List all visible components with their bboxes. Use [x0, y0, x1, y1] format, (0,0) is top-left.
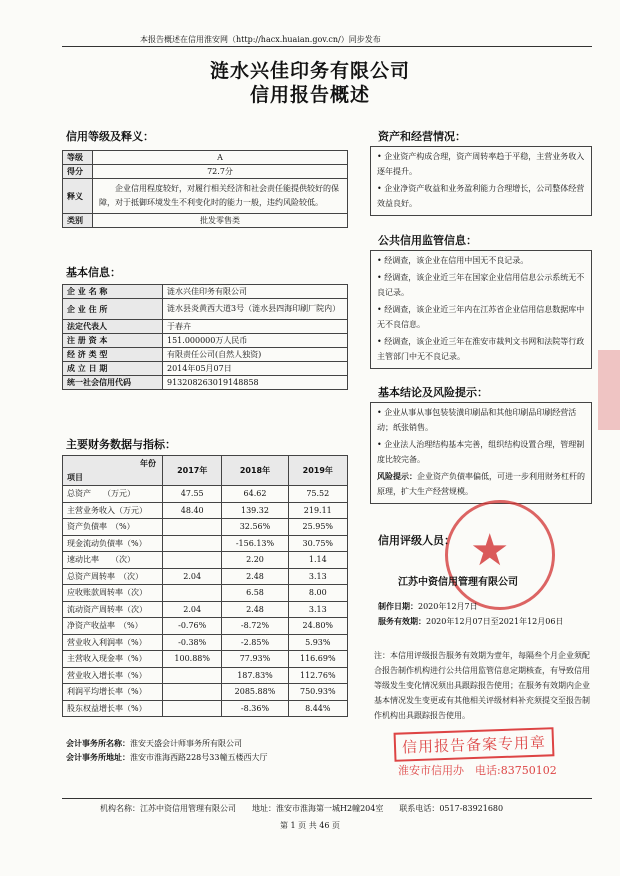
- finance-header-corner: [63, 456, 163, 486]
- finance-section-title: 主要财务数据与指标：: [66, 438, 176, 451]
- finance-value: 139.32: [222, 502, 288, 519]
- finance-value: -156.13%: [222, 535, 288, 552]
- rating-label: 类别: [63, 214, 93, 228]
- valid-period-line: [378, 616, 563, 627]
- capital-value: 151.000000万人民币: [163, 334, 348, 348]
- finance-value: 2.20: [222, 552, 288, 569]
- finance-item-label: 营业收入利润率（%）: [63, 634, 163, 651]
- conclusion-box: [370, 402, 592, 504]
- finance-header-row: [63, 456, 348, 486]
- finance-value: -0.76%: [163, 618, 222, 635]
- basic-label: 统一社会信用代码: [63, 376, 163, 390]
- filing-stamp-sub: 淮安市信用办 电话:83750102: [398, 764, 557, 777]
- finance-value: 2.04: [163, 568, 222, 585]
- finance-value: [163, 552, 222, 569]
- finance-value: [163, 700, 222, 717]
- finance-row: [63, 568, 348, 585]
- finance-value: -8.36%: [222, 700, 288, 717]
- finance-value: 2.48: [222, 568, 288, 585]
- company-name-value: 涟水兴佳印务有限公司: [163, 285, 348, 299]
- finance-value: 3.13: [288, 568, 347, 585]
- finance-value: [163, 684, 222, 701]
- rating-section-title: 信用等级及释义：: [66, 130, 154, 143]
- finance-value: 750.93%: [288, 684, 347, 701]
- finance-item-label: 主营收入现金率（%）: [63, 651, 163, 668]
- finance-header-item: 项目: [67, 473, 83, 482]
- finance-value: 64.62: [222, 486, 288, 503]
- make-date-label: 制作日期：: [378, 602, 418, 611]
- accounting-addr-label: 会计事务所地址：: [66, 753, 130, 762]
- finance-row: [63, 684, 348, 701]
- rater-company: 江苏中资信用管理有限公司: [398, 577, 518, 588]
- finance-row: [63, 502, 348, 519]
- finance-value: 116.69%: [288, 651, 347, 668]
- rating-label: 得分: [63, 165, 93, 179]
- basic-section-title: 基本信息：: [66, 266, 121, 279]
- finance-value: 187.83%: [222, 667, 288, 684]
- public-item: • 经调查，该企业近三年在淮安市裁判文书网和法院等行政主管部门中无不良记录。: [377, 337, 585, 361]
- finance-item-label: 营业收入增长率（%）: [63, 667, 163, 684]
- finance-item-label: 总资产周转率 （次）: [63, 568, 163, 585]
- accounting-firm-label: 会计事务所名称：: [66, 739, 130, 748]
- report-title: 信用报告概述: [249, 84, 370, 106]
- finance-value: -0.38%: [163, 634, 222, 651]
- finance-item-label: 资产负债率 （%）: [63, 519, 163, 536]
- accounting-firm-line: [66, 738, 242, 749]
- rating-grade-value: A: [93, 151, 348, 165]
- finance-value: 2085.88%: [222, 684, 288, 701]
- finance-row: [63, 634, 348, 651]
- valid-period-value: 2020年12月07日至2021年12月06日: [426, 617, 564, 626]
- public-item: • 经调查，该企业在信用中国无不良记录。: [377, 256, 529, 265]
- finance-row: [63, 700, 348, 717]
- econ-type-value: 有限责任公司(自然人独资): [163, 348, 348, 362]
- conclusion-section-title: 基本结论及风险提示：: [378, 386, 488, 399]
- finance-value: [163, 535, 222, 552]
- company-title: 涟水兴佳印务有限公司: [209, 60, 410, 82]
- risk-text: 企业资产负债率偏低，可进一步利用财务杠杆的原理，扩大生产经营规模。: [377, 472, 585, 496]
- basic-label: 注 册 资 本: [63, 334, 163, 348]
- year-header: 2019年: [288, 456, 347, 486]
- footer-info: 机构名称：江苏中资信用管理有限公司 地址：淮安市淮海第一城H2幢204室 联系电话：0517-83921680: [100, 804, 504, 813]
- finance-row: [63, 486, 348, 503]
- rating-row-category: [63, 214, 348, 228]
- risk-line: [377, 469, 585, 499]
- accounting-firm-value: 淮安天盛会计师事务所有限公司: [130, 739, 242, 748]
- finance-table: [62, 455, 348, 717]
- rating-category-value: 批发零售类: [93, 214, 348, 228]
- finance-value: [163, 585, 222, 602]
- finance-value: 75.52: [288, 486, 347, 503]
- footer-divider: [62, 798, 592, 799]
- basic-label: 法定代表人: [63, 320, 163, 334]
- rating-label: 释义: [63, 179, 93, 214]
- finance-item-label: 流动资产周转率（次）: [63, 601, 163, 618]
- finance-value: [163, 519, 222, 536]
- top-divider: [62, 46, 592, 47]
- accounting-addr-value: 淮安市淮海西路228号33幢五楼西大厅: [130, 753, 268, 762]
- finance-value: 30.75%: [288, 535, 347, 552]
- finance-value: 2.48: [222, 601, 288, 618]
- finance-header-year: 年份: [140, 459, 156, 468]
- finance-row: [63, 601, 348, 618]
- basic-info-table: [62, 284, 348, 390]
- finance-value: 25.95%: [288, 519, 347, 536]
- valid-period-label: 服务有效期：: [378, 617, 426, 626]
- finance-value: 32.56%: [222, 519, 288, 536]
- finance-value: 1.14: [288, 552, 347, 569]
- finance-item-label: 总资产 （万元）: [63, 486, 163, 503]
- finance-value: 100.88%: [163, 651, 222, 668]
- finance-item-label: 股东权益增长率（%）: [63, 700, 163, 717]
- basic-label: 企 业 住 所: [63, 299, 163, 320]
- finance-item-label: 净资产收益率 （%）: [63, 618, 163, 635]
- legal-rep-value: 于春卉: [163, 320, 348, 334]
- conclusion-item: • 企业法人治理结构基本完善，组织结构设置合理，管理制度比较完备。: [377, 440, 585, 464]
- founded-value: 2014年05月07日: [163, 362, 348, 376]
- finance-row: [63, 667, 348, 684]
- assets-section-title: 资产和经营情况：: [378, 130, 466, 143]
- finance-value: 77.93%: [222, 651, 288, 668]
- finance-value: 47.55: [163, 486, 222, 503]
- finance-value: [163, 667, 222, 684]
- finance-value: 3.13: [288, 601, 347, 618]
- finance-row: [63, 552, 348, 569]
- finance-value: 6.58: [222, 585, 288, 602]
- basic-row: [63, 334, 348, 348]
- finance-row: [63, 618, 348, 635]
- make-date-value: 2020年12月7日: [418, 602, 478, 611]
- finance-value: 219.11: [288, 502, 347, 519]
- finance-value: 8.00: [288, 585, 347, 602]
- validity-note: 注：本信用评级报告服务有效期为壹年，每隔叁个月企业须配合报告制作机构进行公共信用监管信息定期核查，有导致信用等级发生变化情况须出具跟踪报告使用；在服务有效期内企业基本情况发生变更或有其他相关评级材料补充须提交至报告制作机构出具跟踪报告使用。: [374, 651, 590, 720]
- public-section-title: 公共信用监管信息：: [378, 234, 477, 247]
- edge-stamp-mark: [598, 350, 620, 430]
- basic-label: 经 济 类 型: [63, 348, 163, 362]
- rater-label: 信用评级人员：: [378, 534, 455, 547]
- finance-value: 24.80%: [288, 618, 347, 635]
- assets-item: • 企业资产构成合理，资产周转率趋于平稳，主营业务收入逐年提升。: [377, 152, 585, 176]
- public-box: [370, 250, 592, 369]
- public-item: • 经调查，该企业近三年在国家企业信用信息公示系统无不良记录。: [377, 273, 585, 297]
- assets-box: [370, 146, 592, 216]
- finance-item-label: 现金流动负债率（%）: [63, 535, 163, 552]
- basic-label: 成 立 日 期: [63, 362, 163, 376]
- rating-label: 等级: [63, 151, 93, 165]
- finance-item-label: 利润平均增长率（%）: [63, 684, 163, 701]
- company-address-value: 涟水县炎黄西大道3号（涟水县四海印刷厂院内）: [163, 299, 348, 320]
- finance-row: [63, 651, 348, 668]
- finance-item-label: 应收账款周转率（次）: [63, 585, 163, 602]
- rating-table: [62, 150, 348, 228]
- finance-value: -8.72%: [222, 618, 288, 635]
- finance-value: 48.40: [163, 502, 222, 519]
- risk-label: 风险提示：: [377, 472, 417, 481]
- basic-label: 企 业 名 称: [63, 285, 163, 299]
- finance-value: 2.04: [163, 601, 222, 618]
- make-date-line: [378, 601, 478, 612]
- page-number: 第 1 页 共 46 页: [280, 821, 340, 830]
- year-header: 2017年: [163, 456, 222, 486]
- year-header: 2018年: [222, 456, 288, 486]
- finance-value: 112.76%: [288, 667, 347, 684]
- publication-notice: 本报告概述在信用淮安网（http://hacx.huaian.gov.cn/）同步发布: [140, 35, 381, 44]
- seal-star-icon: ★: [470, 525, 510, 576]
- finance-row: [63, 519, 348, 536]
- rating-row-meaning: [63, 179, 348, 214]
- basic-row: [63, 362, 348, 376]
- finance-value: 5.93%: [288, 634, 347, 651]
- finance-item-label: 主营业务收入（万元）: [63, 502, 163, 519]
- credit-code-value: 913208263019148858: [163, 376, 348, 390]
- finance-row: [63, 535, 348, 552]
- conclusion-item: • 企业从事从事包装装潢印刷品和其他印刷品印刷经营活动；纸张销售。: [377, 408, 577, 432]
- rating-row-grade: [63, 151, 348, 165]
- rating-score-value: 72.7分: [93, 165, 348, 179]
- finance-row: [63, 585, 348, 602]
- public-item: • 经调查，该企业近三年内在江苏省企业信用信息数据库中无不良信息。: [377, 305, 585, 329]
- assets-item: • 企业净资产收益和业务盈利能力合理增长，公司整体经营效益良好。: [377, 184, 585, 208]
- basic-row: [63, 376, 348, 390]
- finance-value: -2.85%: [222, 634, 288, 651]
- basic-row: [63, 348, 348, 362]
- finance-value: 8.44%: [288, 700, 347, 717]
- basic-row: [63, 285, 348, 299]
- rating-row-score: [63, 165, 348, 179]
- basic-row: [63, 299, 348, 320]
- finance-item-label: 速动比率 （次）: [63, 552, 163, 569]
- filing-stamp-title: 信用报告备案专用章: [394, 727, 555, 762]
- rating-meaning-value: 企业信用程度较好，对履行相关经济和社会责任能提供较好的保障，对于抵御环境发生不利变化时的能力一般，违约风险较低。: [93, 179, 348, 214]
- accounting-addr-line: [66, 752, 267, 763]
- basic-row: [63, 320, 348, 334]
